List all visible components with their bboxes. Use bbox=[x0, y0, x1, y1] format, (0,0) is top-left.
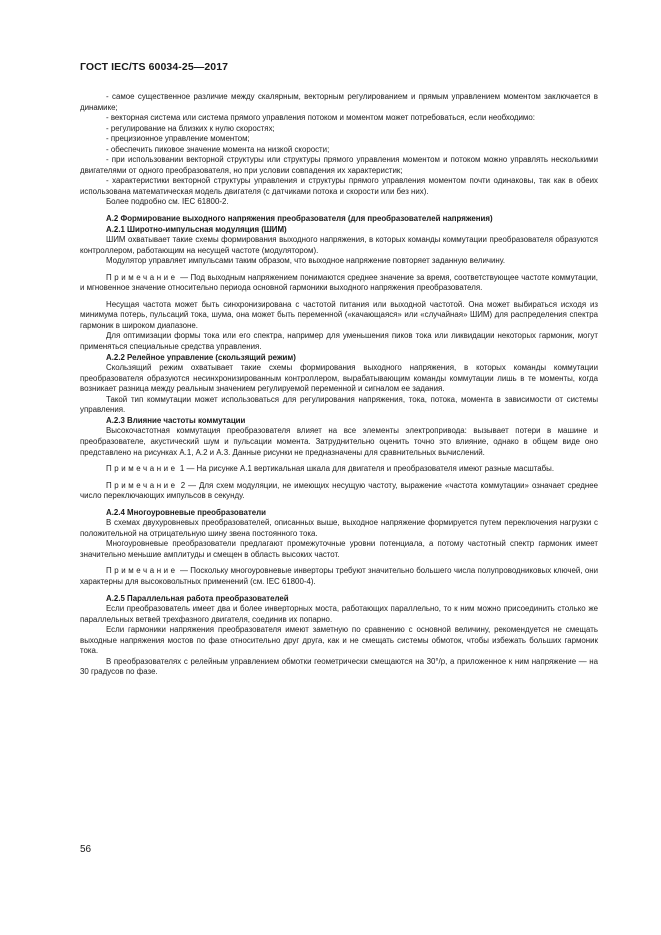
note-text: На рисунке А.1 вертикальная шкала для двигателя и преобразователя имеют разные масштабы. bbox=[196, 464, 555, 474]
note-label: Примечание bbox=[106, 272, 178, 282]
body-paragraph: - при использовании векторной структуры или структуры прямого управления моментом и потоком можно управлять несколькими двигателями от одного преобразователя, но при условии совпадения их характеристик; bbox=[80, 155, 598, 175]
body-paragraph: В преобразователях с релейным управлением обмотки геометрически смещаются на 30°/p, а приложенное к ним напряжение — на 30 градусов по фазе. bbox=[80, 656, 598, 677]
section-heading: A.2.1 Широтно-импульсная модуляция (ШИМ) bbox=[106, 224, 287, 234]
body-paragraph: В схемах двухуровневых преобразователей, описанных выше, выходное напряжение формируется путем переключения нагрузки с положительной на отрицательную шину звена постоянного тока. bbox=[80, 518, 598, 538]
note-label: Примечание bbox=[106, 566, 178, 576]
body-paragraph: - прецизионное управление моментом; bbox=[106, 134, 250, 144]
body-paragraph: Несущая частота может быть синхронизирована с частотой питания или выходной частотой. Она может выбираться исходя из минимума потерь, пульсаций тока, шума, она может быть переменной («качающаяся» или «случайная» ШИМ) для распределения спектра гармоник в широком диапазоне. bbox=[80, 299, 598, 330]
body-paragraph: - векторная система или система прямого управления потоком и моментом может потребоваться, если необходимо: bbox=[106, 113, 535, 123]
body-paragraph: - самое существенное различие между скалярным, векторным регулированием и прямым управлением моментом заключается в динамике; bbox=[80, 92, 598, 112]
note-text: Для схем модуляции, не имеющих несущую частоту, выражение «частота коммутации» означает среднее число переключающих импульсов в секунду. bbox=[80, 480, 598, 501]
note-paragraph: Примечание 2 — Для схем модуляции, не имеющих несущую частоту, выражение «частота коммутации» означает среднее число переключающих импульсов в секунду. bbox=[80, 480, 598, 501]
note-number: 2 bbox=[180, 480, 186, 490]
body-paragraph: Если гармоники напряжения преобразователя имеют заметную по сравнению с основной величину, рекомендуется не смещать выходные напряжения мостов по фазе относительно друг друга, как и не смещать системы обмоток, чтобы избежать больших гармоник тока. bbox=[80, 625, 598, 656]
section-heading: A.2.3 Влияние частоты коммутации bbox=[106, 415, 246, 425]
body-paragraph: Высокочастотная коммутация преобразователя влияет на все элементы электропривода: вызывает потери в машине и преобразователе, акустический шум и пульсации момента. Затруднительно оценить точно это влияние, однако в общем виде оно представлено на рисунках А.1, А.2 и А.3. Данные рисунки не предназначены для сравнительных вычислений. bbox=[80, 426, 598, 457]
note-paragraph: Примечание 1 — На рисунке А.1 вертикальная шкала для двигателя и преобразователя имеют разные масштабы. bbox=[106, 464, 555, 474]
body-paragraph: ШИМ охватывает такие схемы формирования выходного напряжения, в которых команды коммутации преобразователя образуются контроллером, работающим на несущей частоте (модулятором). bbox=[80, 235, 598, 255]
body-paragraph: Модулятор управляет импульсами таким образом, что выходное напряжение повторяет заданную величину. bbox=[106, 256, 506, 266]
note-label: Примечание bbox=[106, 480, 178, 490]
document-header: ГОСТ IEC/TS 60034-25—2017 bbox=[80, 61, 229, 73]
body-paragraph: Для оптимизации формы тока или его спектра, например для уменьшения пиков тока или ликвидации некоторых гармоник, могут применяться специальные средства управления. bbox=[80, 331, 598, 352]
body-paragraph: - характеристики векторной структуры управления и структуры прямого управления моментом почти одинаковы, так как в обеих использована математическая модель двигателя (с датчиками потока и скорости или без них). bbox=[80, 176, 598, 196]
body-paragraph: Многоуровневые преобразователи предлагают промежуточные уровни потенциала, а потому частотный спектр гармоник имеет значительно меньшие амплитуды и смещен в область высоких частот. bbox=[80, 539, 598, 559]
note-paragraph: Примечание — Под выходным напряжением понимаются среднее значение за время, соответствующее частоте коммутации, и мгновенное значение относительно периода основной гармоники выходного напряжения преобразователя. bbox=[80, 272, 598, 293]
section-heading: A.2.2 Релейное управление (скользящий режим) bbox=[106, 352, 296, 362]
body-paragraph: Такой тип коммутации может использоваться для регулирования напряжения, тока, потока, момента в зависимости от системы управления. bbox=[80, 394, 598, 415]
body-paragraph: Более подробно см. IEC 61800-2. bbox=[106, 197, 229, 207]
note-number: 1 bbox=[179, 464, 185, 474]
note-text: Поскольку многоуровневые инверторы требуют значительно большего числа полупроводниковых ключей, они характерны для высоковольтных применений (см. IEC 61800-4). bbox=[80, 566, 599, 586]
note-paragraph: Примечание — Поскольку многоуровневые инверторы требуют значительно большего числа полупроводниковых ключей, они характерны для высоковольтных применений (см. IEC 61800-4). bbox=[80, 566, 599, 586]
body-paragraph: Если преобразователь имеет два и более инверторных моста, работающих параллельно, то к ним можно присоединить столько же параллельных ветвей трехфазного двигателя, соединив их попарно. bbox=[80, 604, 598, 624]
section-heading: A.2 Формирование выходного напряжения преобразователя (для преобразователей напряжения) bbox=[106, 214, 493, 224]
section-heading: A.2.4 Многоуровневые преобразователи bbox=[106, 507, 266, 517]
note-text: Под выходным напряжением понимаются среднее значение за время, соответствующее частоте коммутации, и мгновенное значение относительно периода основной гармоники выходного напряжения преобразователя. bbox=[80, 272, 598, 293]
document-body bbox=[80, 92, 598, 678]
section-heading: A.2.5 Параллельная работа преобразователей bbox=[106, 593, 289, 603]
note-label: Примечание bbox=[106, 464, 178, 474]
page-number: 56 bbox=[80, 844, 92, 855]
body-paragraph: - регулирование на близких к нулю скоростях; bbox=[106, 123, 275, 133]
body-paragraph: - обеспечить пиковое значение момента на низкой скорости; bbox=[106, 144, 330, 154]
body-paragraph: Скользящий режим охватывает такие схемы формирования выходного напряжения, в которых команды коммутации преобразователя образуются несинхронизированным контроллером, вырабатывающим команды коммутации лишь в те моменты, когда возникает разница между реальным значением регулируемой переменной и сигналом ее задания. bbox=[80, 363, 598, 394]
